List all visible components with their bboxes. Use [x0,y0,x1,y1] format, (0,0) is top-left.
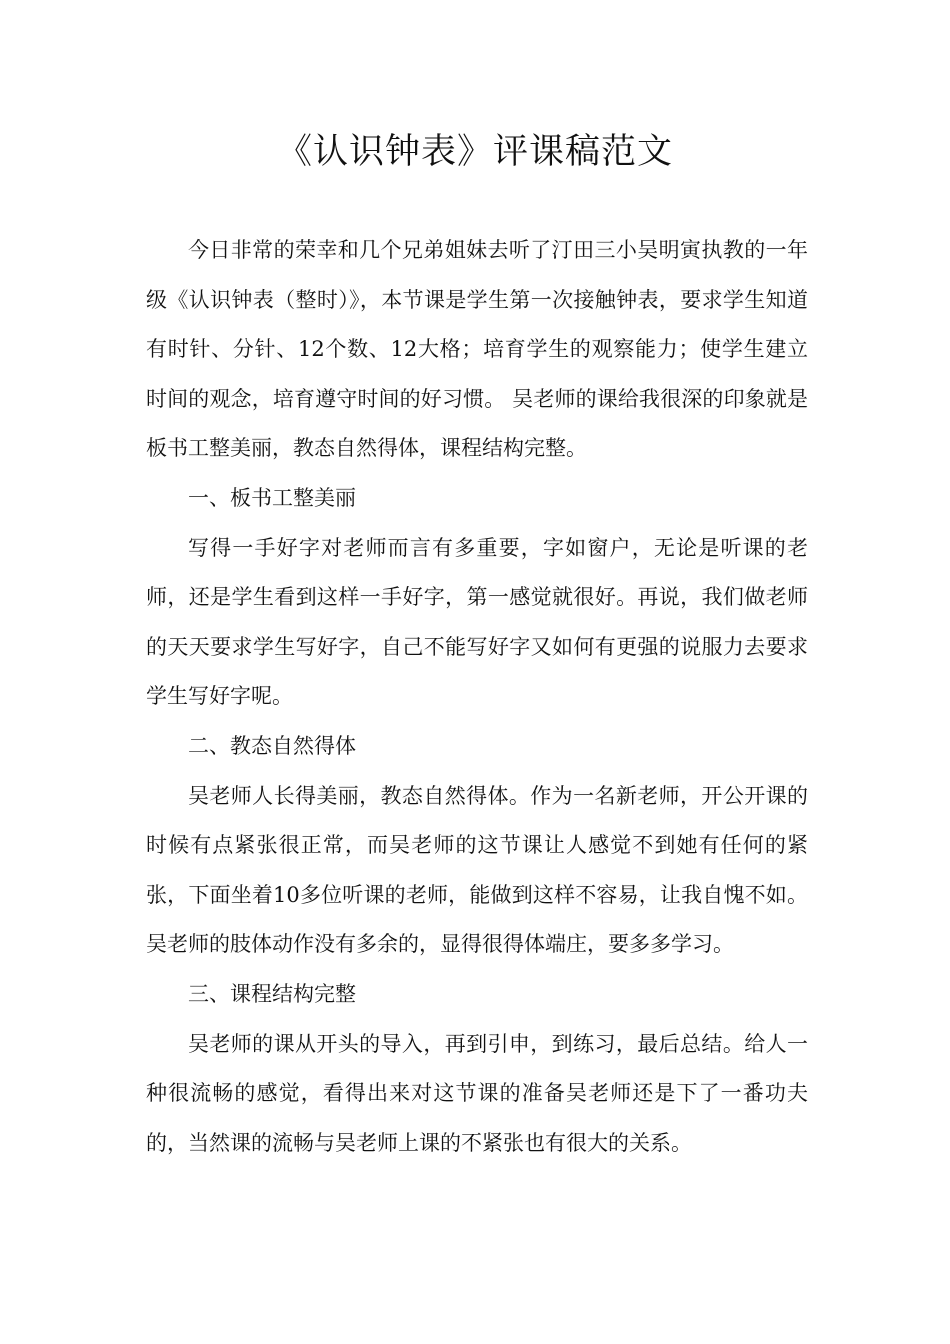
section-2-paragraph: 吴老师人长得美丽，教态自然得体。作为一名新老师，开公开课的时候有点紧张很正常，而吴老师的这节课让人感觉不到她有任何的紧张，下面坐着10多位听课的老师，能做到这样不容易，让我自愧不如。吴老师的肢体动作没有多余的，显得很得体端庄，要多多学习。 [146,783,808,957]
section-heading-1: 一、板书工整美丽 [188,485,356,510]
document-body [146,226,808,1168]
section-heading-3: 三、课程结构完整 [188,981,356,1006]
document-title: 《认识钟表》评课稿范文 [276,132,673,172]
section-3-paragraph: 吴老师的课从开头的导入，再到引申，到练习，最后总结。给人一种很流畅的感觉，看得出来对这节课的准备吴老师还是下了一番功夫的，当然课的流畅与吴老师上课的不紧张也有很大的关系。 [146,1031,808,1155]
section-heading-2: 二、教态自然得体 [188,733,356,758]
intro-paragraph: 今日非常的荣幸和几个兄弟姐妹去听了汀田三小吴明寅执教的一年级《认识钟表（整时）》，本节课是学生第一次接触钟表，要求学生知道有时针、分针、12个数、12大格；培育学生的观察能力；使学生建立时间的观念，培育遵守时间的好习惯。 吴老师的课给我很深的印象就是板书工整美丽，教态自然得体，课程结构完整。 [146,238,808,461]
section-1-paragraph: 写得一手好字对老师而言有多重要，字如窗户，无论是听课的老师，还是学生看到这样一手好字，第一感觉就很好。再说，我们做老师的天天要求学生写好字，自己不能写好字又如何有更强的说服力去要求学生写好字呢。 [146,535,808,709]
